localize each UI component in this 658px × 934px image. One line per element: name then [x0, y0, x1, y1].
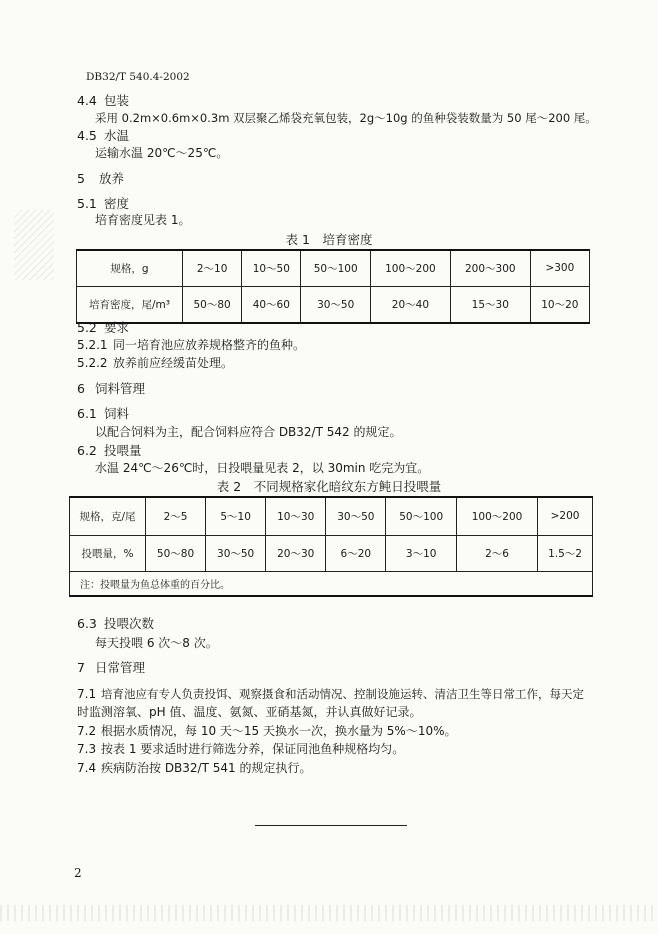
page-number: 2 — [74, 866, 82, 880]
section-6-2-title: 投喂量 — [104, 443, 142, 458]
table2-cell: 10～30 — [266, 497, 326, 535]
section-5-2-num: 5.2 — [77, 320, 97, 335]
section-6-3-num: 6.3 — [77, 616, 97, 631]
table2-note: 注：投喂量为鱼总体重的百分比。 — [70, 571, 593, 596]
table2 — [69, 496, 593, 597]
section-5-title: 放养 — [99, 171, 125, 186]
table1-row2-label: 培育密度，尾/m³ — [77, 286, 183, 323]
section-5-2-2-num: 5.2.2 — [77, 356, 108, 370]
section-4-5-title: 水温 — [104, 128, 130, 143]
doc-id: DB32/T 540.4-2002 — [86, 71, 190, 83]
section-7-2-body: 根据水质情况，每 10 天～15 天换水一次，换水量为 5%～10%。 — [101, 724, 457, 738]
table2-row1-label: 规格，克/尾 — [70, 497, 146, 535]
table2-cell: 30～50 — [326, 497, 386, 535]
section-6-2-num: 6.2 — [77, 443, 97, 458]
end-rule — [255, 825, 407, 826]
section-7-num: 7 — [77, 660, 85, 675]
table2-cell: 6～20 — [326, 535, 386, 571]
section-5-2-1-body: 同一培育池应放养规格整齐的鱼种。 — [113, 338, 306, 352]
section-5-2-title: 要求 — [104, 320, 130, 335]
table1 — [76, 249, 590, 324]
section-4-5-body: 运输水温 20℃～25℃。 — [95, 146, 229, 160]
table2-cell: 50～80 — [146, 535, 206, 571]
scan-noise-strip — [0, 905, 658, 921]
table2-cell: 5～10 — [206, 497, 266, 535]
section-7-3-num: 7.3 — [77, 742, 97, 756]
section-6-title: 饲料管理 — [95, 381, 146, 396]
section-4-4-body: 采用 0.2m×0.6m×0.3m 双层聚乙烯袋充氧包装，2g～10g 的鱼种袋装数量为 50 尾～200 尾。 — [95, 111, 597, 125]
table1-cell: 2～10 — [183, 250, 242, 286]
table2-cell: 2～6 — [456, 535, 537, 571]
section-4-4-title: 包装 — [104, 93, 130, 108]
section-5-num: 5 — [77, 171, 85, 186]
table2-cell: 1.5～2 — [538, 535, 593, 571]
section-6-num: 6 — [77, 381, 85, 396]
section-7-title: 日常管理 — [95, 660, 146, 675]
table1-cell: 40～60 — [242, 286, 301, 323]
table1-caption: 表 1 培育密度 — [285, 232, 373, 247]
table2-cell: 3～10 — [386, 535, 457, 571]
section-7-1-body-line2: 时监测溶氧、pH 值、温度、氨氮、亚硝基氮，并认真做好记录。 — [77, 705, 422, 719]
table2-caption: 表 2 不同规格家化暗纹东方鲀日投喂量 — [216, 479, 442, 494]
section-6-1-title: 饲料 — [104, 406, 130, 421]
table1-cell: 30～50 — [301, 286, 371, 323]
section-6-1-body: 以配合饲料为主，配合饲料应符合 DB32/T 542 的规定。 — [95, 425, 402, 439]
section-5-1-num: 5.1 — [77, 196, 97, 211]
table1-cell: 20～40 — [370, 286, 450, 323]
section-4-4-num: 4.4 — [77, 93, 97, 108]
table2-cell: 50～100 — [386, 497, 457, 535]
table2-cell: >200 — [538, 497, 593, 535]
section-5-1-title: 密度 — [104, 196, 130, 211]
section-6-3-body: 每天投喂 6 次～8 次。 — [95, 636, 218, 650]
table1-cell: 10～50 — [242, 250, 301, 286]
table2-cell: 30～50 — [206, 535, 266, 571]
section-7-2-num: 7.2 — [77, 724, 97, 738]
section-5-2-1-num: 5.2.1 — [77, 338, 108, 352]
table2-row2-label: 投喂量，% — [70, 535, 146, 571]
section-4-5-num: 4.5 — [77, 128, 97, 143]
section-7-1-num: 7.1 — [77, 687, 97, 701]
table1-cell: >300 — [530, 250, 589, 286]
section-7-4-num: 7.4 — [77, 761, 97, 775]
section-7-4-body: 疾病防治按 DB32/T 541 的规定执行。 — [101, 761, 312, 775]
table1-row1-label: 规格，g — [77, 250, 183, 286]
section-6-3-title: 投喂次数 — [104, 616, 155, 631]
table2-cell: 100～200 — [456, 497, 537, 535]
table1-cell: 15～30 — [450, 286, 530, 323]
table2-cell: 20～30 — [266, 535, 326, 571]
section-6-1-num: 6.1 — [77, 406, 97, 421]
table2-cell: 2～5 — [146, 497, 206, 535]
table1-cell: 50～80 — [183, 286, 242, 323]
table1-cell: 100～200 — [370, 250, 450, 286]
table1-cell: 10～20 — [530, 286, 589, 323]
table1-cell: 200～300 — [450, 250, 530, 286]
table1-cell: 50～100 — [301, 250, 371, 286]
section-7-1-body-line1: 培育池应有专人负责投饵、观察摄食和活动情况、控制设施运转、清洁卫生等日常工作，每天定 — [101, 687, 584, 701]
section-6-2-body: 水温 24℃～26℃时，日投喂量见表 2，以 30min 吃完为宜。 — [95, 461, 430, 475]
section-5-1-body: 培育密度见表 1。 — [95, 213, 191, 227]
section-5-2-2-body: 放养前应经缓苗处理。 — [113, 356, 234, 370]
section-7-3-body: 按表 1 要求适时进行筛选分养，保证同池鱼种规格均匀。 — [101, 742, 405, 756]
